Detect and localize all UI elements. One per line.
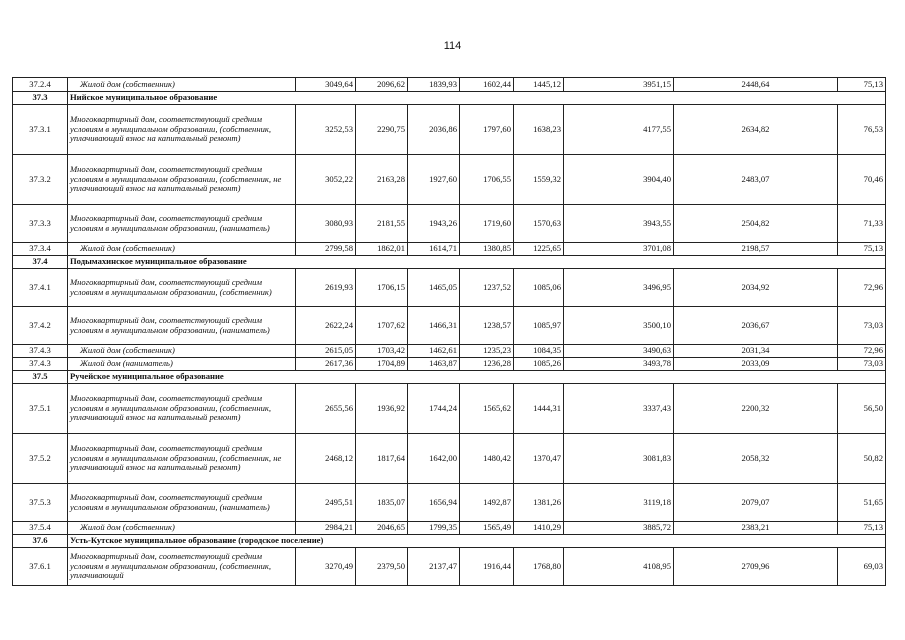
value-cell: 2290,75 <box>356 105 408 155</box>
value-cell: 69,03 <box>838 548 886 586</box>
value-cell: 1480,42 <box>460 434 514 484</box>
row-code: 37.4.3 <box>13 345 68 358</box>
table-row <box>13 484 886 522</box>
value-cell: 73,03 <box>838 307 886 345</box>
value-cell: 1862,01 <box>356 243 408 256</box>
value-cell: 56,50 <box>838 384 886 434</box>
value-cell: 1703,42 <box>356 345 408 358</box>
tariff-table <box>12 77 886 586</box>
value-cell: 1236,28 <box>460 358 514 371</box>
value-cell: 1235,23 <box>460 345 514 358</box>
value-cell: 2709,96 <box>674 548 838 586</box>
page-number: 114 <box>443 40 462 52</box>
value-cell: 1570,63 <box>514 205 564 243</box>
value-cell: 71,33 <box>838 205 886 243</box>
value-cell: 1380,85 <box>460 243 514 256</box>
table-row <box>13 345 886 358</box>
value-cell: 1799,35 <box>408 522 460 535</box>
row-description: Жилой дом (наниматель) <box>68 358 296 371</box>
value-cell: 51,65 <box>838 484 886 522</box>
row-code: 37.4.3 <box>13 358 68 371</box>
value-cell: 3951,15 <box>564 78 674 92</box>
value-cell: 2383,21 <box>674 522 838 535</box>
value-cell: 1492,87 <box>460 484 514 522</box>
value-cell: 1835,07 <box>356 484 408 522</box>
value-cell: 1706,55 <box>460 155 514 205</box>
value-cell: 3337,43 <box>564 384 674 434</box>
value-cell: 3052,22 <box>296 155 356 205</box>
value-cell: 1936,92 <box>356 384 408 434</box>
section-title: Подымахинское муниципальное образование <box>68 256 886 269</box>
value-cell: 2033,09 <box>674 358 838 371</box>
value-cell: 3496,95 <box>564 269 674 307</box>
value-cell: 2448,64 <box>674 78 838 92</box>
value-cell: 1817,64 <box>356 434 408 484</box>
value-cell: 2379,50 <box>356 548 408 586</box>
value-cell: 3490,63 <box>564 345 674 358</box>
table-row <box>13 78 886 92</box>
table-row <box>13 243 886 256</box>
value-cell: 3252,53 <box>296 105 356 155</box>
value-cell: 75,13 <box>838 78 886 92</box>
value-cell: 1797,60 <box>460 105 514 155</box>
value-cell: 1642,00 <box>408 434 460 484</box>
value-cell: 1943,26 <box>408 205 460 243</box>
value-cell: 1445,12 <box>514 78 564 92</box>
value-cell: 1656,94 <box>408 484 460 522</box>
value-cell: 3885,72 <box>564 522 674 535</box>
row-description: Многоквартирный дом, соответствующий средним условиям в муниципальном образовании, (наниматель) <box>68 484 296 522</box>
value-cell: 2036,67 <box>674 307 838 345</box>
value-cell: 3943,55 <box>564 205 674 243</box>
value-cell: 1237,52 <box>460 269 514 307</box>
value-cell: 2634,82 <box>674 105 838 155</box>
section-row <box>13 256 886 269</box>
value-cell: 1238,57 <box>460 307 514 345</box>
section-title: Усть-Кутское муниципальное образование (городское поселение) <box>68 535 886 548</box>
value-cell: 73,03 <box>838 358 886 371</box>
section-title: Нийское муниципальное образование <box>68 92 886 105</box>
value-cell: 2181,55 <box>356 205 408 243</box>
row-code: 37.3.3 <box>13 205 68 243</box>
value-cell: 3049,64 <box>296 78 356 92</box>
value-cell: 1707,62 <box>356 307 408 345</box>
value-cell: 3701,08 <box>564 243 674 256</box>
row-code: 37.4.2 <box>13 307 68 345</box>
value-cell: 2031,34 <box>674 345 838 358</box>
row-code: 37.2.4 <box>13 78 68 92</box>
section-row <box>13 535 886 548</box>
value-cell: 75,13 <box>838 522 886 535</box>
table-row <box>13 269 886 307</box>
value-cell: 2619,93 <box>296 269 356 307</box>
value-cell: 2617,36 <box>296 358 356 371</box>
section-row <box>13 371 886 384</box>
value-cell: 3080,93 <box>296 205 356 243</box>
row-description: Многоквартирный дом, соответствующий средним условиям в муниципальном образовании, (собственник, уплачивающий взнос на капитальный ремонт) <box>68 105 296 155</box>
value-cell: 1462,61 <box>408 345 460 358</box>
row-code: 37.4.1 <box>13 269 68 307</box>
table-row <box>13 548 886 586</box>
table-row <box>13 105 886 155</box>
value-cell: 76,53 <box>838 105 886 155</box>
value-cell: 1463,87 <box>408 358 460 371</box>
value-cell: 2495,51 <box>296 484 356 522</box>
value-cell: 1565,49 <box>460 522 514 535</box>
value-cell: 1085,06 <box>514 269 564 307</box>
table-row <box>13 434 886 484</box>
section-row <box>13 92 886 105</box>
value-cell: 1638,23 <box>514 105 564 155</box>
table-row <box>13 307 886 345</box>
value-cell: 1085,26 <box>514 358 564 371</box>
value-cell: 2483,07 <box>674 155 838 205</box>
value-cell: 2058,32 <box>674 434 838 484</box>
table-row <box>13 384 886 434</box>
row-code: 37.5.4 <box>13 522 68 535</box>
value-cell: 4108,95 <box>564 548 674 586</box>
value-cell: 2200,32 <box>674 384 838 434</box>
value-cell: 1559,32 <box>514 155 564 205</box>
table-row <box>13 358 886 371</box>
value-cell: 1704,89 <box>356 358 408 371</box>
value-cell: 1381,26 <box>514 484 564 522</box>
row-description: Жилой дом (собственник) <box>68 522 296 535</box>
value-cell: 4177,55 <box>564 105 674 155</box>
value-cell: 2079,07 <box>674 484 838 522</box>
value-cell: 1614,71 <box>408 243 460 256</box>
value-cell: 1085,97 <box>514 307 564 345</box>
value-cell: 2163,28 <box>356 155 408 205</box>
section-code: 37.4 <box>13 256 68 269</box>
value-cell: 1084,35 <box>514 345 564 358</box>
value-cell: 1602,44 <box>460 78 514 92</box>
row-description: Многоквартирный дом, соответствующий средним условиям в муниципальном образовании, (собственник, не уплачивающий взнос на капитальный ремонт) <box>68 155 296 205</box>
value-cell: 3904,40 <box>564 155 674 205</box>
row-description: Многоквартирный дом, соответствующий средним условиям в муниципальном образовании, (собственник, уплачивающий <box>68 548 296 586</box>
section-code: 37.6 <box>13 535 68 548</box>
row-description: Многоквартирный дом, соответствующий средним условиям в муниципальном образовании, (наниматель) <box>68 205 296 243</box>
value-cell: 2034,92 <box>674 269 838 307</box>
value-cell: 3081,83 <box>564 434 674 484</box>
value-cell: 72,96 <box>838 269 886 307</box>
value-cell: 3119,18 <box>564 484 674 522</box>
table-row <box>13 205 886 243</box>
row-code: 37.6.1 <box>13 548 68 586</box>
value-cell: 70,46 <box>838 155 886 205</box>
value-cell: 3270,49 <box>296 548 356 586</box>
value-cell: 2096,62 <box>356 78 408 92</box>
value-cell: 1744,24 <box>408 384 460 434</box>
value-cell: 1927,60 <box>408 155 460 205</box>
row-description: Жилой дом (собственник) <box>68 243 296 256</box>
table-row <box>13 522 886 535</box>
value-cell: 2615,05 <box>296 345 356 358</box>
value-cell: 1370,47 <box>514 434 564 484</box>
row-description: Жилой дом (собственник) <box>68 345 296 358</box>
value-cell: 2046,65 <box>356 522 408 535</box>
value-cell: 1565,62 <box>460 384 514 434</box>
value-cell: 1410,29 <box>514 522 564 535</box>
value-cell: 1465,05 <box>408 269 460 307</box>
value-cell: 2468,12 <box>296 434 356 484</box>
row-code: 37.5.3 <box>13 484 68 522</box>
row-code: 37.3.1 <box>13 105 68 155</box>
row-code: 37.3.2 <box>13 155 68 205</box>
value-cell: 1839,93 <box>408 78 460 92</box>
row-description: Многоквартирный дом, соответствующий средним условиям в муниципальном образовании, (собственник, уплачивающий взнос на капитальный ремонт) <box>68 384 296 434</box>
value-cell: 50,82 <box>838 434 886 484</box>
value-cell: 1768,80 <box>514 548 564 586</box>
value-cell: 2655,56 <box>296 384 356 434</box>
value-cell: 2036,86 <box>408 105 460 155</box>
value-cell: 1444,31 <box>514 384 564 434</box>
value-cell: 2622,24 <box>296 307 356 345</box>
row-code: 37.5.2 <box>13 434 68 484</box>
row-description: Жилой дом (собственник) <box>68 78 296 92</box>
value-cell: 1719,60 <box>460 205 514 243</box>
value-cell: 3493,78 <box>564 358 674 371</box>
value-cell: 2198,57 <box>674 243 838 256</box>
value-cell: 1225,65 <box>514 243 564 256</box>
row-description: Многоквартирный дом, соответствующий средним условиям в муниципальном образовании, (наниматель) <box>68 307 296 345</box>
value-cell: 1916,44 <box>460 548 514 586</box>
value-cell: 2799,58 <box>296 243 356 256</box>
row-code: 37.3.4 <box>13 243 68 256</box>
value-cell: 2504,82 <box>674 205 838 243</box>
section-title: Ручейское муниципальное образование <box>68 371 886 384</box>
value-cell: 1706,15 <box>356 269 408 307</box>
row-code: 37.5.1 <box>13 384 68 434</box>
value-cell: 2984,21 <box>296 522 356 535</box>
table-row <box>13 155 886 205</box>
value-cell: 1466,31 <box>408 307 460 345</box>
section-code: 37.5 <box>13 371 68 384</box>
value-cell: 72,96 <box>838 345 886 358</box>
row-description: Многоквартирный дом, соответствующий средним условиям в муниципальном образовании, (собственник) <box>68 269 296 307</box>
value-cell: 3500,10 <box>564 307 674 345</box>
section-code: 37.3 <box>13 92 68 105</box>
row-description: Многоквартирный дом, соответствующий средним условиям в муниципальном образовании, (собственник, не уплачивающий взнос на капитальный ремонт) <box>68 434 296 484</box>
value-cell: 2137,47 <box>408 548 460 586</box>
value-cell: 75,13 <box>838 243 886 256</box>
